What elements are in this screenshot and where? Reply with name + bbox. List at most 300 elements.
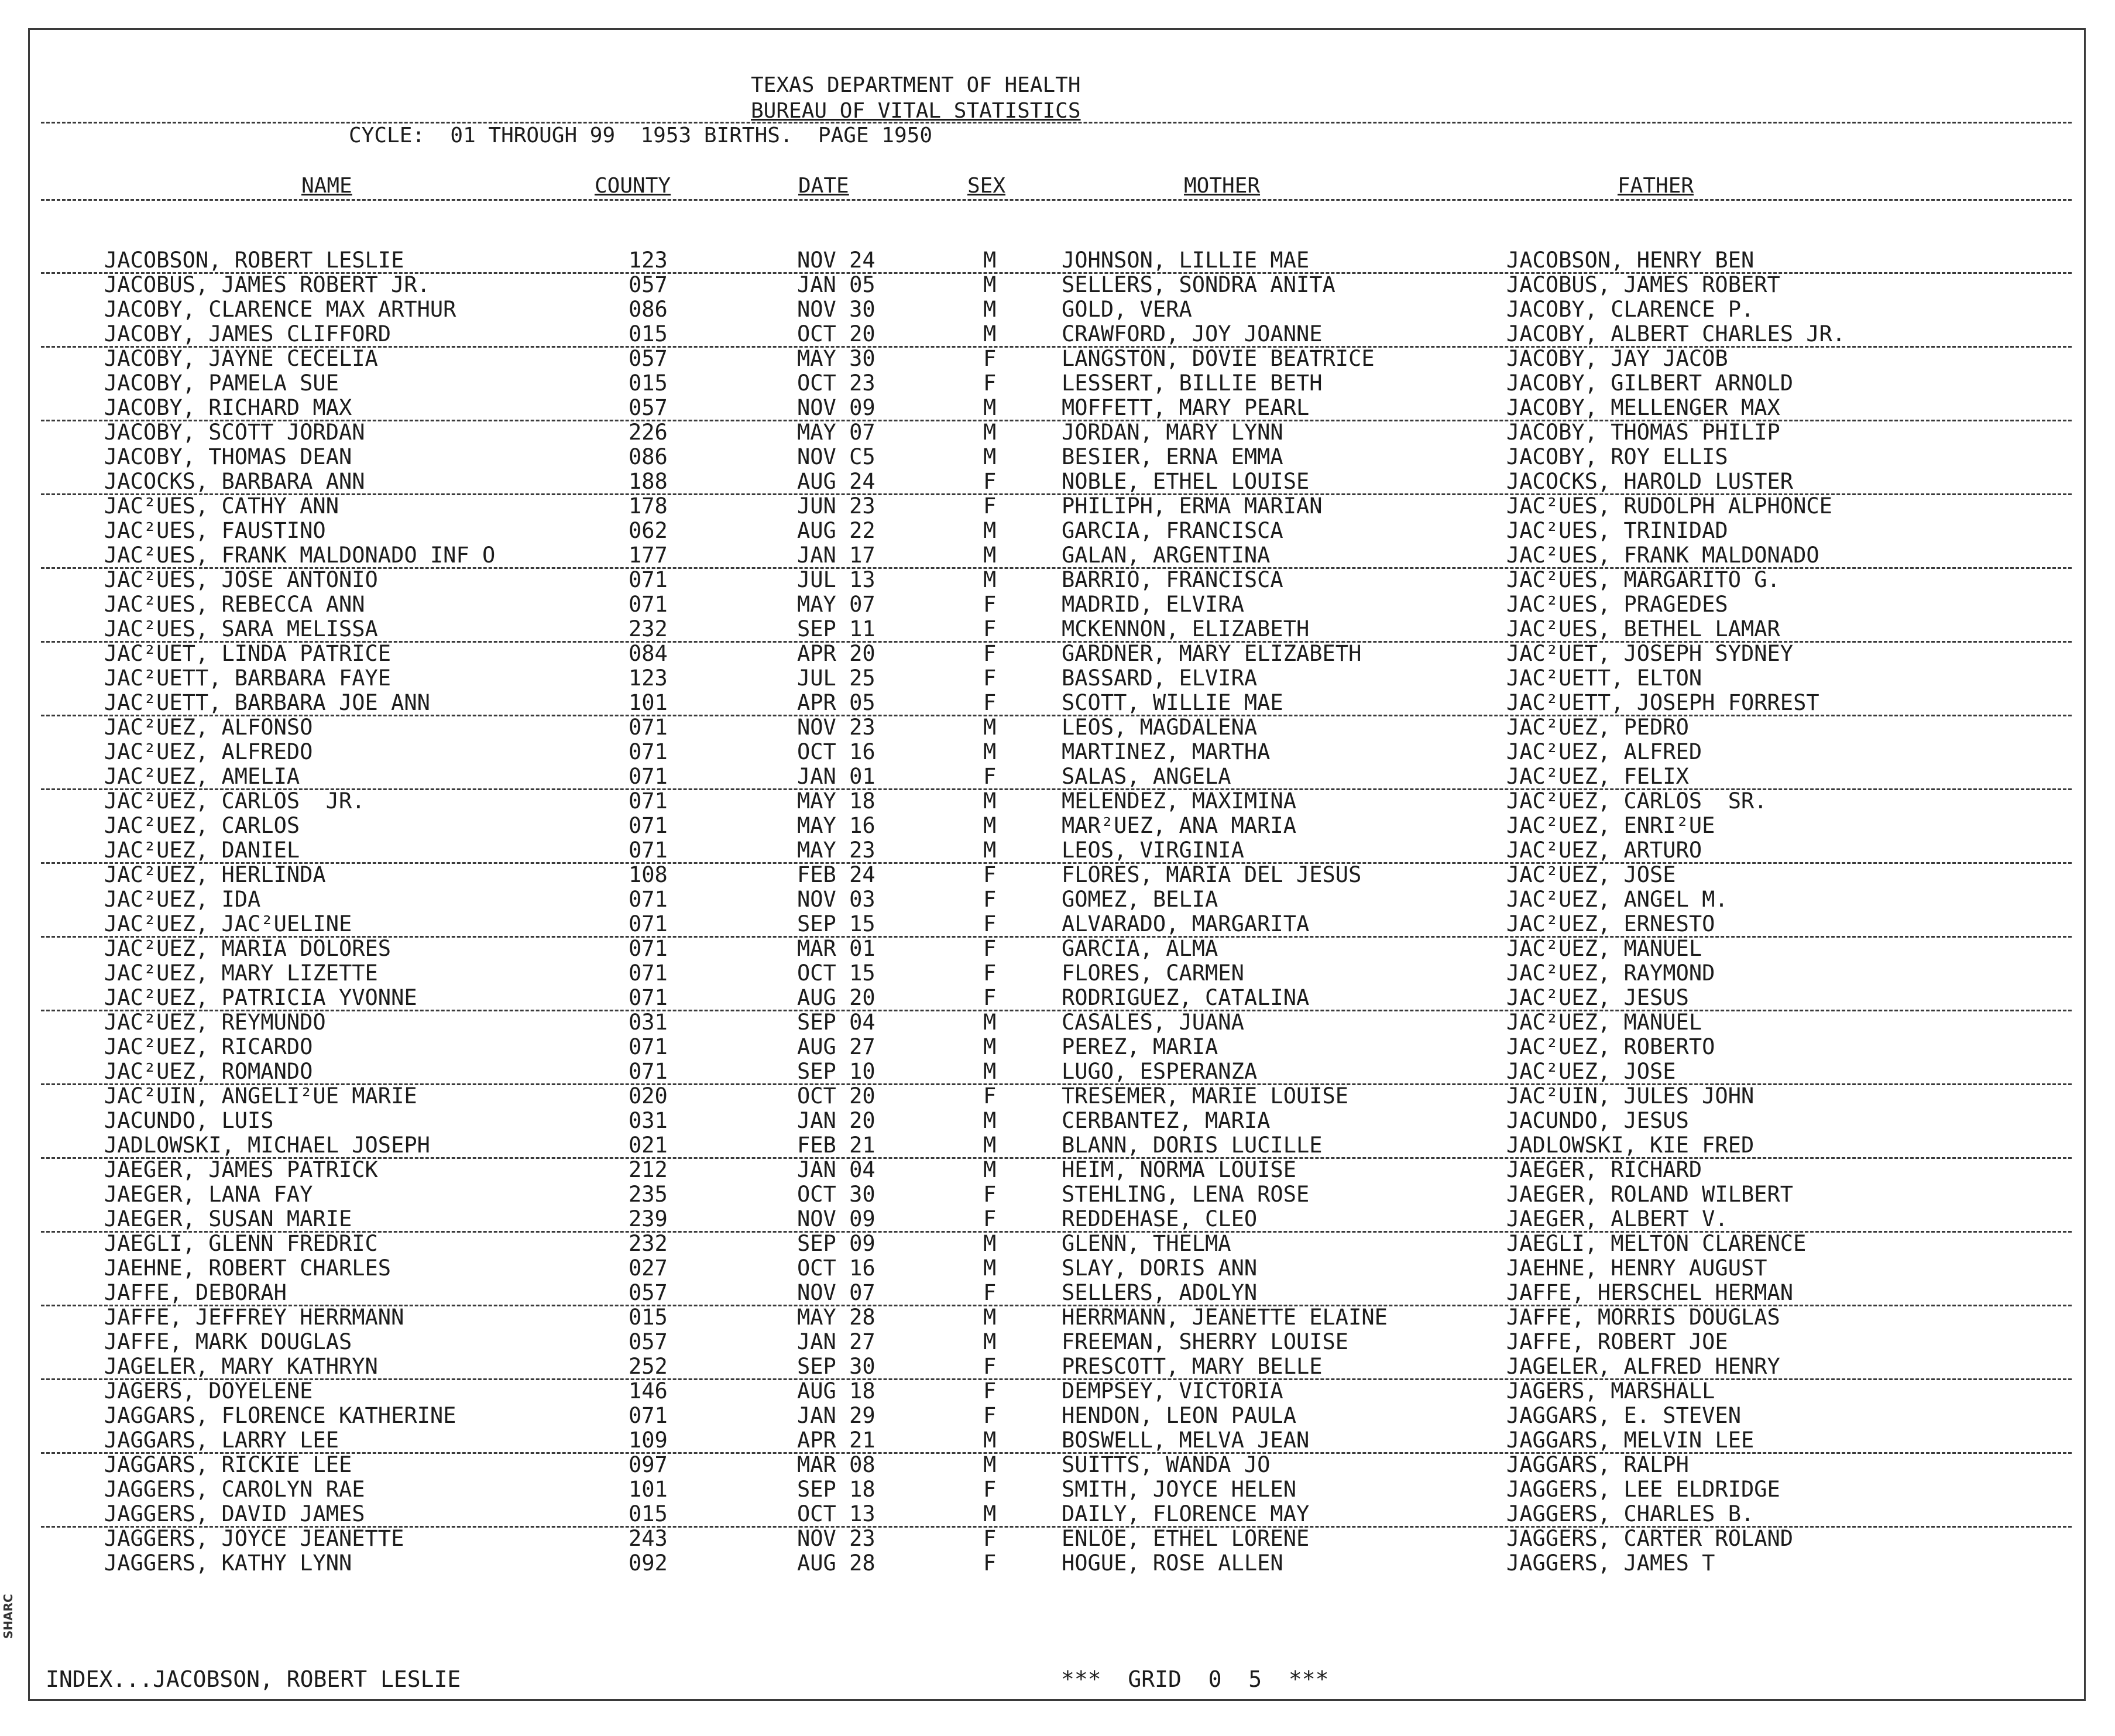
table-row xyxy=(0,445,2115,469)
table-row xyxy=(0,1207,2115,1231)
cell-county: 015 xyxy=(629,1305,668,1330)
cell-mother: DAILY, FLORENCE MAY xyxy=(1062,1501,1310,1526)
side-label: SHARC xyxy=(1,1594,15,1639)
cell-name: JAC²UES, SARA MELISSA xyxy=(104,616,378,641)
cell-father: JAGGARS, E. STEVEN xyxy=(1506,1403,1741,1428)
cell-date: NOV 24 xyxy=(797,248,875,273)
cell-mother: CERBANTEZ, MARIA xyxy=(1062,1108,1271,1133)
cell-mother: JORDAN, MARY LYNN xyxy=(1062,420,1283,445)
cell-name: JAEGLI, GLENN FREDRIC xyxy=(104,1231,378,1256)
cell-father: JAC²UEZ, ENRI²UE xyxy=(1506,813,1715,838)
cell-father: JAGERS, MARSHALL xyxy=(1506,1378,1715,1404)
table-row xyxy=(0,1256,2115,1281)
cell-name: JAFFE, JEFFREY HERRMANN xyxy=(104,1305,404,1330)
table-row xyxy=(0,1551,2115,1576)
table-row xyxy=(0,1059,2115,1084)
cell-mother: GARCIA, ALMA xyxy=(1062,936,1218,961)
table-row xyxy=(0,666,2115,691)
cell-date: JAN 29 xyxy=(797,1403,875,1428)
cell-sex: M xyxy=(983,1452,997,1477)
cell-mother: GOLD, VERA xyxy=(1062,297,1192,322)
cell-sex: F xyxy=(983,469,997,494)
grid-marker: *** GRID 0 5 *** xyxy=(1061,1666,1329,1692)
cell-father: JACOBY, THOMAS PHILIP xyxy=(1506,420,1780,445)
cell-father: JAEGER, ROLAND WILBERT xyxy=(1506,1182,1794,1207)
cell-date: NOV 09 xyxy=(797,395,875,420)
cell-father: JAEGER, ALBERT V. xyxy=(1506,1206,1728,1231)
cell-name: JACUNDO, LUIS xyxy=(104,1108,274,1133)
cell-name: JAC²UEZ, MARY LIZETTE xyxy=(104,960,378,986)
cell-name: JAC²UEZ, ALFREDO xyxy=(104,739,313,764)
cell-county: 232 xyxy=(629,616,668,641)
cell-mother: SMITH, JOYCE HELEN xyxy=(1062,1477,1296,1502)
table-row xyxy=(0,519,2115,543)
table-row xyxy=(0,248,2115,273)
cell-date: NOV 03 xyxy=(797,887,875,912)
cell-father: JACOBSON, HENRY BEN xyxy=(1506,248,1755,273)
cell-father: JAC²UEZ, JESUS xyxy=(1506,985,1689,1010)
cell-mother: HEIM, NORMA LOUISE xyxy=(1062,1157,1296,1182)
cell-sex: F xyxy=(983,1550,997,1576)
cell-date: OCT 15 xyxy=(797,960,875,986)
cell-mother: ENLOE, ETHEL LORENE xyxy=(1062,1526,1310,1551)
cell-sex: M xyxy=(983,813,997,838)
cell-mother: GALAN, ARGENTINA xyxy=(1062,543,1271,568)
cell-county: 071 xyxy=(629,592,668,617)
cell-date: OCT 13 xyxy=(797,1501,875,1526)
cell-name: JAC²UEZ, DANIEL xyxy=(104,838,300,863)
cell-father: JAGGARS, RALPH xyxy=(1506,1452,1689,1477)
cell-mother: GARDNER, MARY ELIZABETH xyxy=(1062,641,1362,666)
cell-name: JAEHNE, ROBERT CHARLES xyxy=(104,1255,392,1281)
cell-father: JAC²UEZ, RAYMOND xyxy=(1506,960,1715,986)
cell-name: JADLOWSKI, MICHAEL JOSEPH xyxy=(104,1133,430,1158)
cell-father: JAGGERS, CARTER ROLAND xyxy=(1506,1526,1794,1551)
cell-date: MAY 16 xyxy=(797,813,875,838)
cell-father: JAC²UES, PRAGEDES xyxy=(1506,592,1728,617)
cell-sex: M xyxy=(983,1329,997,1354)
table-row xyxy=(0,1526,2115,1551)
cell-mother: LEOS, VIRGINIA xyxy=(1062,838,1244,863)
cell-sex: F xyxy=(983,887,997,912)
table-row xyxy=(0,764,2115,789)
cell-sex: F xyxy=(983,1083,997,1109)
cell-name: JAC²UES, JOSE ANTONIO xyxy=(104,567,378,592)
table-row xyxy=(0,1305,2115,1330)
cell-date: NOV C5 xyxy=(797,444,875,469)
cell-father: JAC²UES, BETHEL LAMAR xyxy=(1506,616,1780,641)
col-header-sex: SEX xyxy=(967,174,1006,198)
cell-county: 101 xyxy=(629,690,668,715)
cell-county: 071 xyxy=(629,838,668,863)
cell-date: AUG 18 xyxy=(797,1378,875,1404)
cell-date: SEP 15 xyxy=(797,911,875,936)
cell-county: 071 xyxy=(629,936,668,961)
cell-county: 057 xyxy=(629,1329,668,1354)
cell-name: JAEGER, LANA FAY xyxy=(104,1182,313,1207)
cell-county: 071 xyxy=(629,788,668,814)
cell-county: 015 xyxy=(629,1501,668,1526)
table-row xyxy=(0,912,2115,936)
cell-county: 071 xyxy=(629,911,668,936)
cell-mother: MCKENNON, ELIZABETH xyxy=(1062,616,1310,641)
cell-mother: GLENN, THELMA xyxy=(1062,1231,1231,1256)
cell-county: 092 xyxy=(629,1550,668,1576)
cell-father: JAC²UEZ, ROBERTO xyxy=(1506,1034,1715,1059)
cell-sex: F xyxy=(983,493,997,519)
cell-sex: M xyxy=(983,788,997,814)
cell-mother: STEHLING, LENA ROSE xyxy=(1062,1182,1310,1207)
cell-father: JAC²UET, JOSEPH SYDNEY xyxy=(1506,641,1794,666)
cell-name: JAC²UEZ, ROMANDO xyxy=(104,1059,313,1084)
cell-county: 057 xyxy=(629,395,668,420)
cell-sex: F xyxy=(983,1354,997,1379)
cell-father: JAC²UEZ, ARTURO xyxy=(1506,838,1702,863)
cell-county: 027 xyxy=(629,1255,668,1281)
cell-date: AUG 22 xyxy=(797,518,875,543)
cell-date: NOV 23 xyxy=(797,715,875,740)
cell-county: 031 xyxy=(629,1010,668,1035)
cell-father: JAC²UETT, JOSEPH FORREST xyxy=(1506,690,1819,715)
cell-date: OCT 16 xyxy=(797,739,875,764)
table-row xyxy=(0,814,2115,838)
cell-father: JAGGERS, JAMES T xyxy=(1506,1550,1715,1576)
cell-date: OCT 23 xyxy=(797,370,875,396)
cell-name: JAC²UEZ, PATRICIA YVONNE xyxy=(104,985,417,1010)
cell-name: JACOCKS, BARBARA ANN xyxy=(104,469,365,494)
table-row xyxy=(0,1281,2115,1305)
cell-date: NOV 09 xyxy=(797,1206,875,1231)
cell-mother: MARTINEZ, MARTHA xyxy=(1062,739,1271,764)
cell-date: APR 21 xyxy=(797,1428,875,1453)
cell-date: OCT 30 xyxy=(797,1182,875,1207)
cell-sex: M xyxy=(983,272,997,297)
cell-county: 071 xyxy=(629,887,668,912)
cell-sex: M xyxy=(983,1133,997,1158)
cell-name: JAC²UEZ, HERLINDA xyxy=(104,862,326,887)
cell-county: 071 xyxy=(629,985,668,1010)
table-row xyxy=(0,740,2115,764)
table-row xyxy=(0,961,2115,986)
cell-father: JAEGER, RICHARD xyxy=(1506,1157,1702,1182)
cell-date: SEP 10 xyxy=(797,1059,875,1084)
cell-sex: M xyxy=(983,567,997,592)
cell-date: SEP 18 xyxy=(797,1477,875,1502)
cell-mother: MADRID, ELVIRA xyxy=(1062,592,1244,617)
cell-name: JAFFE, DEBORAH xyxy=(104,1280,287,1305)
table-row xyxy=(0,1158,2115,1182)
cell-county: 071 xyxy=(629,1059,668,1084)
table-row xyxy=(0,1477,2115,1502)
table-row xyxy=(0,887,2115,912)
cell-date: OCT 16 xyxy=(797,1255,875,1281)
cell-name: JAC²UETT, BARBARA FAYE xyxy=(104,665,392,691)
cell-date: MAY 30 xyxy=(797,346,875,371)
cell-county: 123 xyxy=(629,248,668,273)
cell-date: JAN 17 xyxy=(797,543,875,568)
cell-name: JAGGERS, DAVID JAMES xyxy=(104,1501,365,1526)
table-row xyxy=(0,986,2115,1010)
cell-father: JAC²UES, MARGARITO G. xyxy=(1506,567,1780,592)
cell-sex: F xyxy=(983,1526,997,1551)
cell-date: APR 20 xyxy=(797,641,875,666)
table-row xyxy=(0,838,2115,863)
cell-father: JAEHNE, HENRY AUGUST xyxy=(1506,1255,1767,1281)
cell-date: JUL 25 xyxy=(797,665,875,691)
table-row xyxy=(0,297,2115,322)
cell-county: 062 xyxy=(629,518,668,543)
cell-sex: F xyxy=(983,764,997,789)
cell-date: SEP 09 xyxy=(797,1231,875,1256)
cell-date: FEB 24 xyxy=(797,862,875,887)
cell-mother: JOHNSON, LILLIE MAE xyxy=(1062,248,1310,273)
cell-name: JACOBY, JAMES CLIFFORD xyxy=(104,321,392,346)
cell-father: JAC²UES, TRINIDAD xyxy=(1506,518,1728,543)
cell-mother: FLORES, CARMEN xyxy=(1062,960,1244,986)
cell-date: JAN 20 xyxy=(797,1108,875,1133)
cell-mother: MELENDEZ, MAXIMINA xyxy=(1062,788,1296,814)
cell-name: JAC²UIN, ANGELI²UE MARIE xyxy=(104,1083,417,1109)
cell-mother: PRESCOTT, MARY BELLE xyxy=(1062,1354,1323,1379)
cell-mother: GARCIA, FRANCISCA xyxy=(1062,518,1283,543)
cell-sex: M xyxy=(983,543,997,568)
cell-father: JAC²UETT, ELTON xyxy=(1506,665,1702,691)
cell-county: 232 xyxy=(629,1231,668,1256)
table-row xyxy=(0,273,2115,297)
cell-father: JAC²UEZ, PEDRO xyxy=(1506,715,1689,740)
cell-county: 071 xyxy=(629,567,668,592)
cell-county: 071 xyxy=(629,960,668,986)
cell-name: JAC²UEZ, JAC²UELINE xyxy=(104,911,352,936)
cell-sex: F xyxy=(983,936,997,961)
cell-sex: M xyxy=(983,1108,997,1133)
cell-sex: M xyxy=(983,739,997,764)
cell-date: FEB 21 xyxy=(797,1133,875,1158)
cell-date: JAN 04 xyxy=(797,1157,875,1182)
cell-father: JAC²UEZ, ALFRED xyxy=(1506,739,1702,764)
cell-name: JAGGERS, KATHY LYNN xyxy=(104,1550,352,1576)
col-header-county: COUNTY xyxy=(595,174,671,198)
cell-father: JAC²UEZ, MANUEL xyxy=(1506,1010,1702,1035)
cell-sex: M xyxy=(983,444,997,469)
cell-mother: HOGUE, ROSE ALLEN xyxy=(1062,1550,1283,1576)
cell-county: 146 xyxy=(629,1378,668,1404)
cell-name: JAC²UES, CATHY ANN xyxy=(104,493,339,519)
cell-sex: F xyxy=(983,690,997,715)
cell-sex: M xyxy=(983,1305,997,1330)
cell-mother: RODRIGUEZ, CATALINA xyxy=(1062,985,1310,1010)
cell-mother: BASSARD, ELVIRA xyxy=(1062,665,1258,691)
cell-county: 057 xyxy=(629,272,668,297)
cell-father: JAFFE, MORRIS DOUGLAS xyxy=(1506,1305,1780,1330)
cell-mother: SALAS, ANGELA xyxy=(1062,764,1231,789)
cell-county: 239 xyxy=(629,1206,668,1231)
cell-sex: F xyxy=(983,665,997,691)
cell-sex: M xyxy=(983,1010,997,1035)
cell-name: JAEGER, SUSAN MARIE xyxy=(104,1206,352,1231)
cell-name: JAC²UEZ, REYMUNDO xyxy=(104,1010,326,1035)
table-row xyxy=(0,1035,2115,1059)
cell-name: JACOBY, SCOTT JORDAN xyxy=(104,420,365,445)
cell-father: JAC²UES, FRANK MALDONADO xyxy=(1506,543,1819,568)
cell-sex: F xyxy=(983,985,997,1010)
cell-name: JAGGARS, LARRY LEE xyxy=(104,1428,339,1453)
cell-mother: ALVARADO, MARGARITA xyxy=(1062,911,1310,936)
table-row xyxy=(0,1428,2115,1453)
cell-mother: SUITTS, WANDA JO xyxy=(1062,1452,1271,1477)
cell-county: 071 xyxy=(629,813,668,838)
cell-name: JACOBY, CLARENCE MAX ARTHUR xyxy=(104,297,456,322)
cell-county: 086 xyxy=(629,297,668,322)
table-row xyxy=(0,1453,2115,1477)
cell-name: JACOBSON, ROBERT LESLIE xyxy=(104,248,404,273)
cell-sex: F xyxy=(983,641,997,666)
cell-name: JAC²UEZ, MARIA DOLORES xyxy=(104,936,392,961)
cell-county: 123 xyxy=(629,665,668,691)
cell-father: JAGGARS, MELVIN LEE xyxy=(1506,1428,1755,1453)
table-row xyxy=(0,592,2115,617)
cell-father: JADLOWSKI, KIE FRED xyxy=(1506,1133,1755,1158)
cell-mother: SLAY, DORIS ANN xyxy=(1062,1255,1258,1281)
table-row xyxy=(0,1231,2115,1256)
cell-sex: M xyxy=(983,1157,997,1182)
cell-mother: TRESEMER, MARIE LOUISE xyxy=(1062,1083,1349,1109)
cell-county: 226 xyxy=(629,420,668,445)
cell-county: 071 xyxy=(629,1034,668,1059)
cell-mother: FLORES, MARIA DEL JESUS xyxy=(1062,862,1362,887)
cell-mother: MOFFETT, MARY PEARL xyxy=(1062,395,1310,420)
cell-mother: DEMPSEY, VICTORIA xyxy=(1062,1378,1283,1404)
cell-sex: M xyxy=(983,1501,997,1526)
table-row xyxy=(0,715,2115,740)
table-row xyxy=(0,1182,2115,1207)
cell-mother: LANGSTON, DOVIE BEATRICE xyxy=(1062,346,1375,371)
col-header-name: NAME xyxy=(301,174,352,198)
cell-father: JAC²UEZ, CARLOS SR. xyxy=(1506,788,1767,814)
column-header-rule xyxy=(41,199,2072,201)
cell-sex: M xyxy=(983,1231,997,1256)
cell-name: JACOBY, PAMELA SUE xyxy=(104,370,339,396)
cell-mother: SELLERS, SONDRA ANITA xyxy=(1062,272,1335,297)
cell-county: 086 xyxy=(629,444,668,469)
cell-father: JAFFE, ROBERT JOE xyxy=(1506,1329,1728,1354)
cell-father: JACOBY, CLARENCE P. xyxy=(1506,297,1755,322)
cell-county: 108 xyxy=(629,862,668,887)
cell-father: JAGGERS, LEE ELDRIDGE xyxy=(1506,1477,1780,1502)
cell-name: JAC²UES, FAUSTINO xyxy=(104,518,326,543)
cell-father: JACOBY, JAY JACOB xyxy=(1506,346,1728,371)
cell-county: 252 xyxy=(629,1354,668,1379)
table-row xyxy=(0,469,2115,494)
table-row xyxy=(0,396,2115,420)
cell-county: 071 xyxy=(629,739,668,764)
cell-county: 101 xyxy=(629,1477,668,1502)
cell-date: MAR 01 xyxy=(797,936,875,961)
table-row xyxy=(0,420,2115,445)
cell-sex: M xyxy=(983,1034,997,1059)
cell-father: JACOBY, ALBERT CHARLES JR. xyxy=(1506,321,1846,346)
cell-father: JACOBY, MELLENGER MAX xyxy=(1506,395,1780,420)
cell-name: JAGGERS, CAROLYN RAE xyxy=(104,1477,365,1502)
cell-mother: CRAWFORD, JOY JOANNE xyxy=(1062,321,1323,346)
cell-county: 071 xyxy=(629,1403,668,1428)
cell-father: JAC²UIN, JULES JOHN xyxy=(1506,1083,1755,1109)
cycle-line: CYCLE: 01 THROUGH 99 1953 BIRTHS. PAGE 1950 xyxy=(349,123,932,147)
cell-county: 021 xyxy=(629,1133,668,1158)
cell-mother: REDDEHASE, CLEO xyxy=(1062,1206,1258,1231)
cell-mother: PHILIPH, ERMA MARIAN xyxy=(1062,493,1323,519)
cell-date: MAY 18 xyxy=(797,788,875,814)
cell-county: 188 xyxy=(629,469,668,494)
cell-name: JAGERS, DOYELENE xyxy=(104,1378,313,1404)
cell-sex: F xyxy=(983,616,997,641)
cell-name: JAEGER, JAMES PATRICK xyxy=(104,1157,378,1182)
table-row xyxy=(0,543,2115,568)
cell-county: 031 xyxy=(629,1108,668,1133)
cell-name: JAFFE, MARK DOUGLAS xyxy=(104,1329,352,1354)
cell-mother: GOMEZ, BELIA xyxy=(1062,887,1218,912)
cell-father: JACOBY, GILBERT ARNOLD xyxy=(1506,370,1794,396)
cell-sex: M xyxy=(983,518,997,543)
cell-name: JAC²UET, LINDA PATRICE xyxy=(104,641,392,666)
header-rule xyxy=(41,122,2072,123)
table-row xyxy=(0,1330,2115,1354)
cell-name: JAC²UEZ, AMELIA xyxy=(104,764,300,789)
cell-father: JACOCKS, HAROLD LUSTER xyxy=(1506,469,1794,494)
cell-sex: M xyxy=(983,248,997,273)
cell-name: JACOBUS, JAMES ROBERT JR. xyxy=(104,272,430,297)
cell-county: 178 xyxy=(629,493,668,519)
cell-name: JAGGARS, FLORENCE KATHERINE xyxy=(104,1403,456,1428)
cell-mother: FREEMAN, SHERRY LOUISE xyxy=(1062,1329,1349,1354)
cell-date: MAY 07 xyxy=(797,420,875,445)
table-row xyxy=(0,1133,2115,1158)
cell-mother: LESSERT, BILLIE BETH xyxy=(1062,370,1323,396)
cell-sex: M xyxy=(983,395,997,420)
cell-county: 020 xyxy=(629,1083,668,1109)
cell-sex: F xyxy=(983,1280,997,1305)
cell-sex: M xyxy=(983,1255,997,1281)
cell-date: NOV 23 xyxy=(797,1526,875,1551)
cell-mother: SCOTT, WILLIE MAE xyxy=(1062,690,1283,715)
table-row xyxy=(0,346,2115,371)
col-header-mother: MOTHER xyxy=(1184,174,1261,198)
table-row xyxy=(0,617,2115,641)
cell-sex: F xyxy=(983,1378,997,1404)
cell-date: NOV 07 xyxy=(797,1280,875,1305)
cell-county: 097 xyxy=(629,1452,668,1477)
cell-father: JACOBY, ROY ELLIS xyxy=(1506,444,1728,469)
col-header-date: DATE xyxy=(798,174,849,198)
cell-date: JAN 01 xyxy=(797,764,875,789)
cell-sex: M xyxy=(983,838,997,863)
cell-county: 015 xyxy=(629,370,668,396)
cell-county: 071 xyxy=(629,715,668,740)
index-line: INDEX...JACOBSON, ROBERT LESLIE xyxy=(46,1666,461,1692)
cell-county: 057 xyxy=(629,346,668,371)
cell-mother: NOBLE, ETHEL LOUISE xyxy=(1062,469,1310,494)
cell-father: JAC²UEZ, MANUEL xyxy=(1506,936,1702,961)
cell-father: JAC²UEZ, JOSE xyxy=(1506,862,1676,887)
cell-county: 235 xyxy=(629,1182,668,1207)
cell-date: MAY 23 xyxy=(797,838,875,863)
cell-sex: F xyxy=(983,1182,997,1207)
table-row xyxy=(0,1354,2115,1379)
table-row xyxy=(0,1379,2115,1404)
cell-name: JAGGARS, RICKIE LEE xyxy=(104,1452,352,1477)
cell-date: JAN 27 xyxy=(797,1329,875,1354)
cell-mother: LEOS, MAGDALENA xyxy=(1062,715,1258,740)
